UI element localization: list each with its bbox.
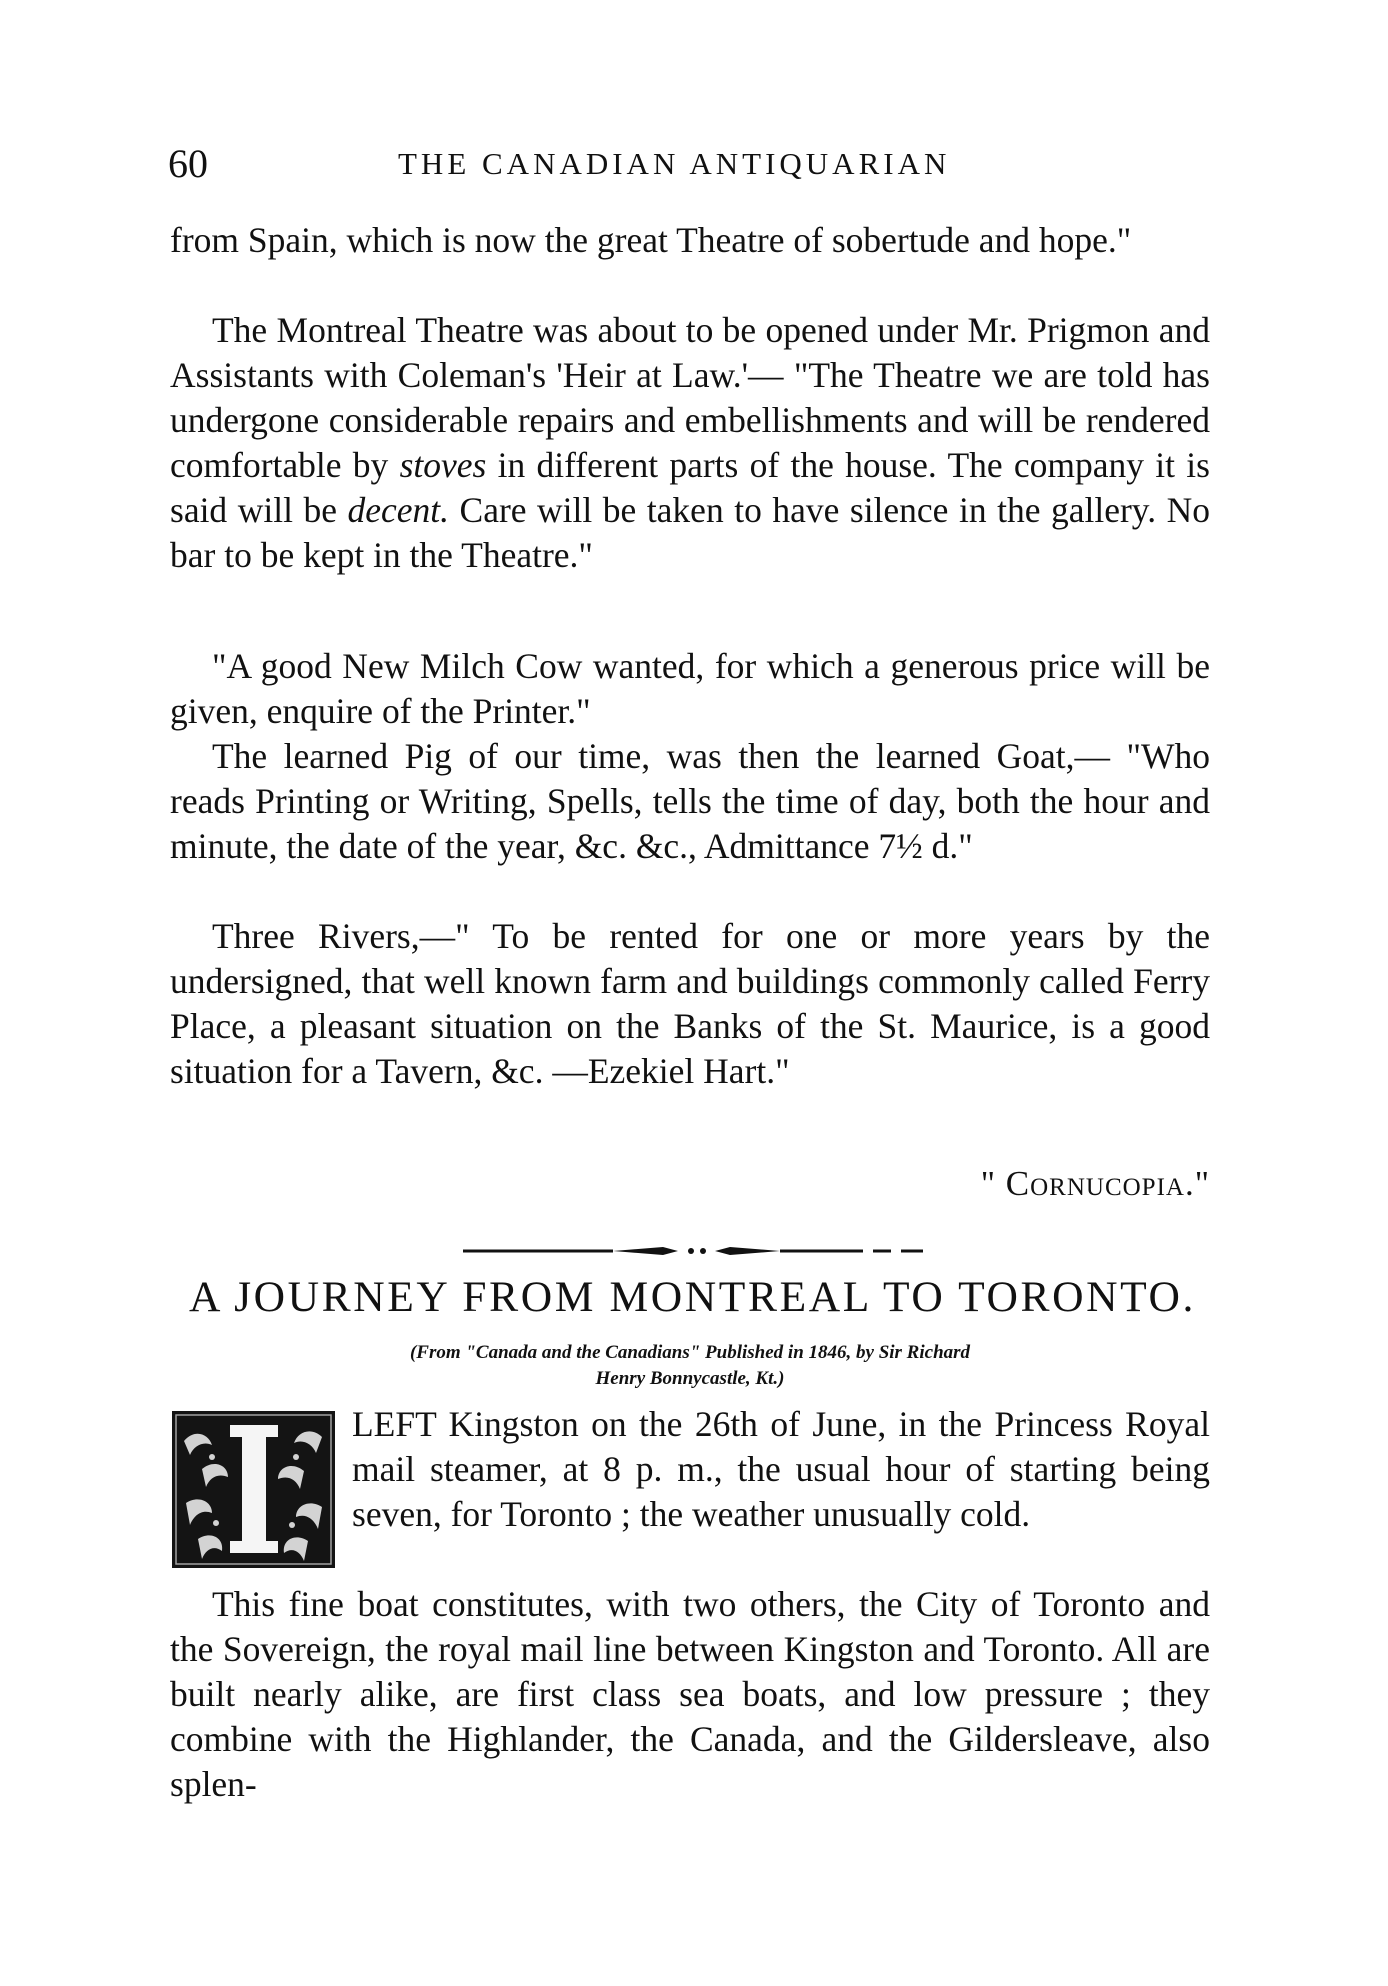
article-title: A JOURNEY FROM MONTREAL TO TORONTO. xyxy=(188,1273,1197,1321)
first-paragraph: LEFT Kingston on the 26th of June, in the Princess Royal mail steamer, at 8 p. m., the usual hour of starting being seven, for Toronto ; the weather unusually cold. xyxy=(352,1404,1210,1534)
paragraph-text: Care will be taken to have silence in the gallery. No bar to be kept in the Theatre." xyxy=(170,490,1211,575)
emphasis-stoves: stoves xyxy=(399,445,487,485)
running-head xyxy=(168,140,1218,190)
ornamental-divider xyxy=(463,1244,923,1258)
running-title: THE CANADIAN ANTIQUARIAN xyxy=(398,146,951,181)
paragraph-learned-goat: The learned Pig of our time, was then the learned Goat,— "Who reads Printing or Writing, Spells, tells the time of day, both the hour and minute, the date of the year, &c. &c., Admittance 7½ d." xyxy=(170,736,1210,866)
paragraph-text: The Montreal Theatre was about to be opened under Mr. Prigmon and Assistants with Coleman's 'Heir at Law.'— "The Theatre we are told has undergone considerable repairs and embellishments and will be rendered comfortable by xyxy=(170,310,1210,485)
paragraph-three-rivers: Three Rivers,—" To be rented for one or more years by the undersigned, that well known farm and buildings commonly called Ferry Place, a pleasant situation on the Banks of the St. Maurice, is a good situation for a Tavern, &c. —Ezekiel Hart." xyxy=(170,916,1210,1091)
decorated-initial-i xyxy=(172,1411,335,1568)
paragraph-montreal-theatre xyxy=(170,308,1210,578)
paragraph-text: in different parts of the house. The company it is said will be xyxy=(170,445,1210,530)
signature: " Cornucopia." xyxy=(980,1164,1210,1203)
emphasis-decent: decent. xyxy=(347,490,449,530)
source-line: Henry Bonnycastle, Kt.) xyxy=(595,1368,785,1389)
paragraph-milch-cow: "A good New Milch Cow wanted, for which a generous price will be given, enquire of the Printer." xyxy=(170,646,1210,731)
source-line: (From "Canada and the Canadians" Published in 1846, by Sir Richard xyxy=(409,1342,971,1363)
paragraph-continuation: from Spain, which is now the great Theatre of sobertude and hope." xyxy=(170,220,1132,260)
page-number: 60 xyxy=(168,141,208,186)
source-citation xyxy=(250,1340,1130,1392)
second-paragraph: This fine boat constitutes, with two others, the City of Toronto and the Sovereign, the royal mail line between Kingston and Toronto. All are built nearly alike, are first class sea boats, and low pressure ; they combine with the Highlander, the Canada, and the Gildersleave, also splen- xyxy=(170,1584,1210,1804)
